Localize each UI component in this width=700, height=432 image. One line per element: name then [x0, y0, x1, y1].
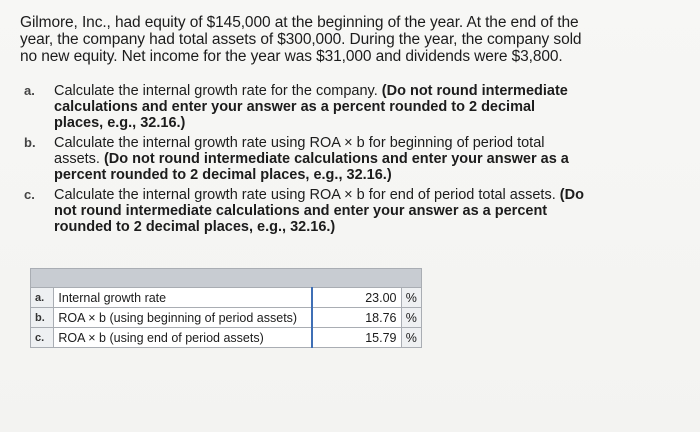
- question-instruction: (Do not round intermediate calculations and enter your answer as a percent rounded to 2 decimal places, e.g., 32.16.): [54, 83, 568, 131]
- question-text: Calculate the internal growth rate using ROA × b for beginning of period total assets.: [54, 135, 545, 167]
- answer-input[interactable]: 15.79: [312, 328, 401, 348]
- answer-table: [30, 268, 422, 348]
- problem-statement: Gilmore, Inc., had equity of $145,000 at the beginning of the year. At the end of the year, the company had total assets of $300,000. During the year, the company sold no new equity. Net income for the year was $31,000 and dividends were $3,800.: [20, 14, 582, 65]
- table-row: [31, 308, 422, 328]
- row-letter: c.: [31, 328, 54, 348]
- answer-input[interactable]: 18.76: [312, 308, 401, 328]
- percent-unit: %: [401, 328, 422, 348]
- question-b: [24, 135, 584, 183]
- table-row: [31, 328, 422, 348]
- answer-input[interactable]: 23.00: [312, 288, 401, 308]
- question-instruction: (Do not round intermediate calculations and enter your answer as a percent rounded to 2 decimal places, e.g., 32.16.): [54, 151, 569, 183]
- question-letter: a.: [24, 83, 35, 98]
- row-label: Internal growth rate: [54, 288, 312, 308]
- row-letter: b.: [31, 308, 54, 328]
- question-text: Calculate the internal growth rate for the company.: [54, 83, 378, 99]
- row-letter: a.: [31, 288, 54, 308]
- table-header: [31, 269, 422, 288]
- question-letter: b.: [24, 135, 36, 150]
- question-instruction: (Do not round intermediate calculations and enter your answer as a percent rounded to 2 decimal places, e.g., 32.16.): [54, 187, 584, 235]
- row-label: ROA × b (using end of period assets): [54, 328, 312, 348]
- question-text: Calculate the internal growth rate using ROA × b for end of period total assets.: [54, 187, 556, 203]
- question-list: [24, 83, 584, 239]
- question-c: [24, 187, 584, 235]
- question-a: [24, 83, 584, 131]
- table-row: [31, 288, 422, 308]
- percent-unit: %: [401, 288, 422, 308]
- question-letter: c.: [24, 187, 35, 202]
- percent-unit: %: [401, 308, 422, 328]
- row-label: ROA × b (using beginning of period assets): [54, 308, 312, 328]
